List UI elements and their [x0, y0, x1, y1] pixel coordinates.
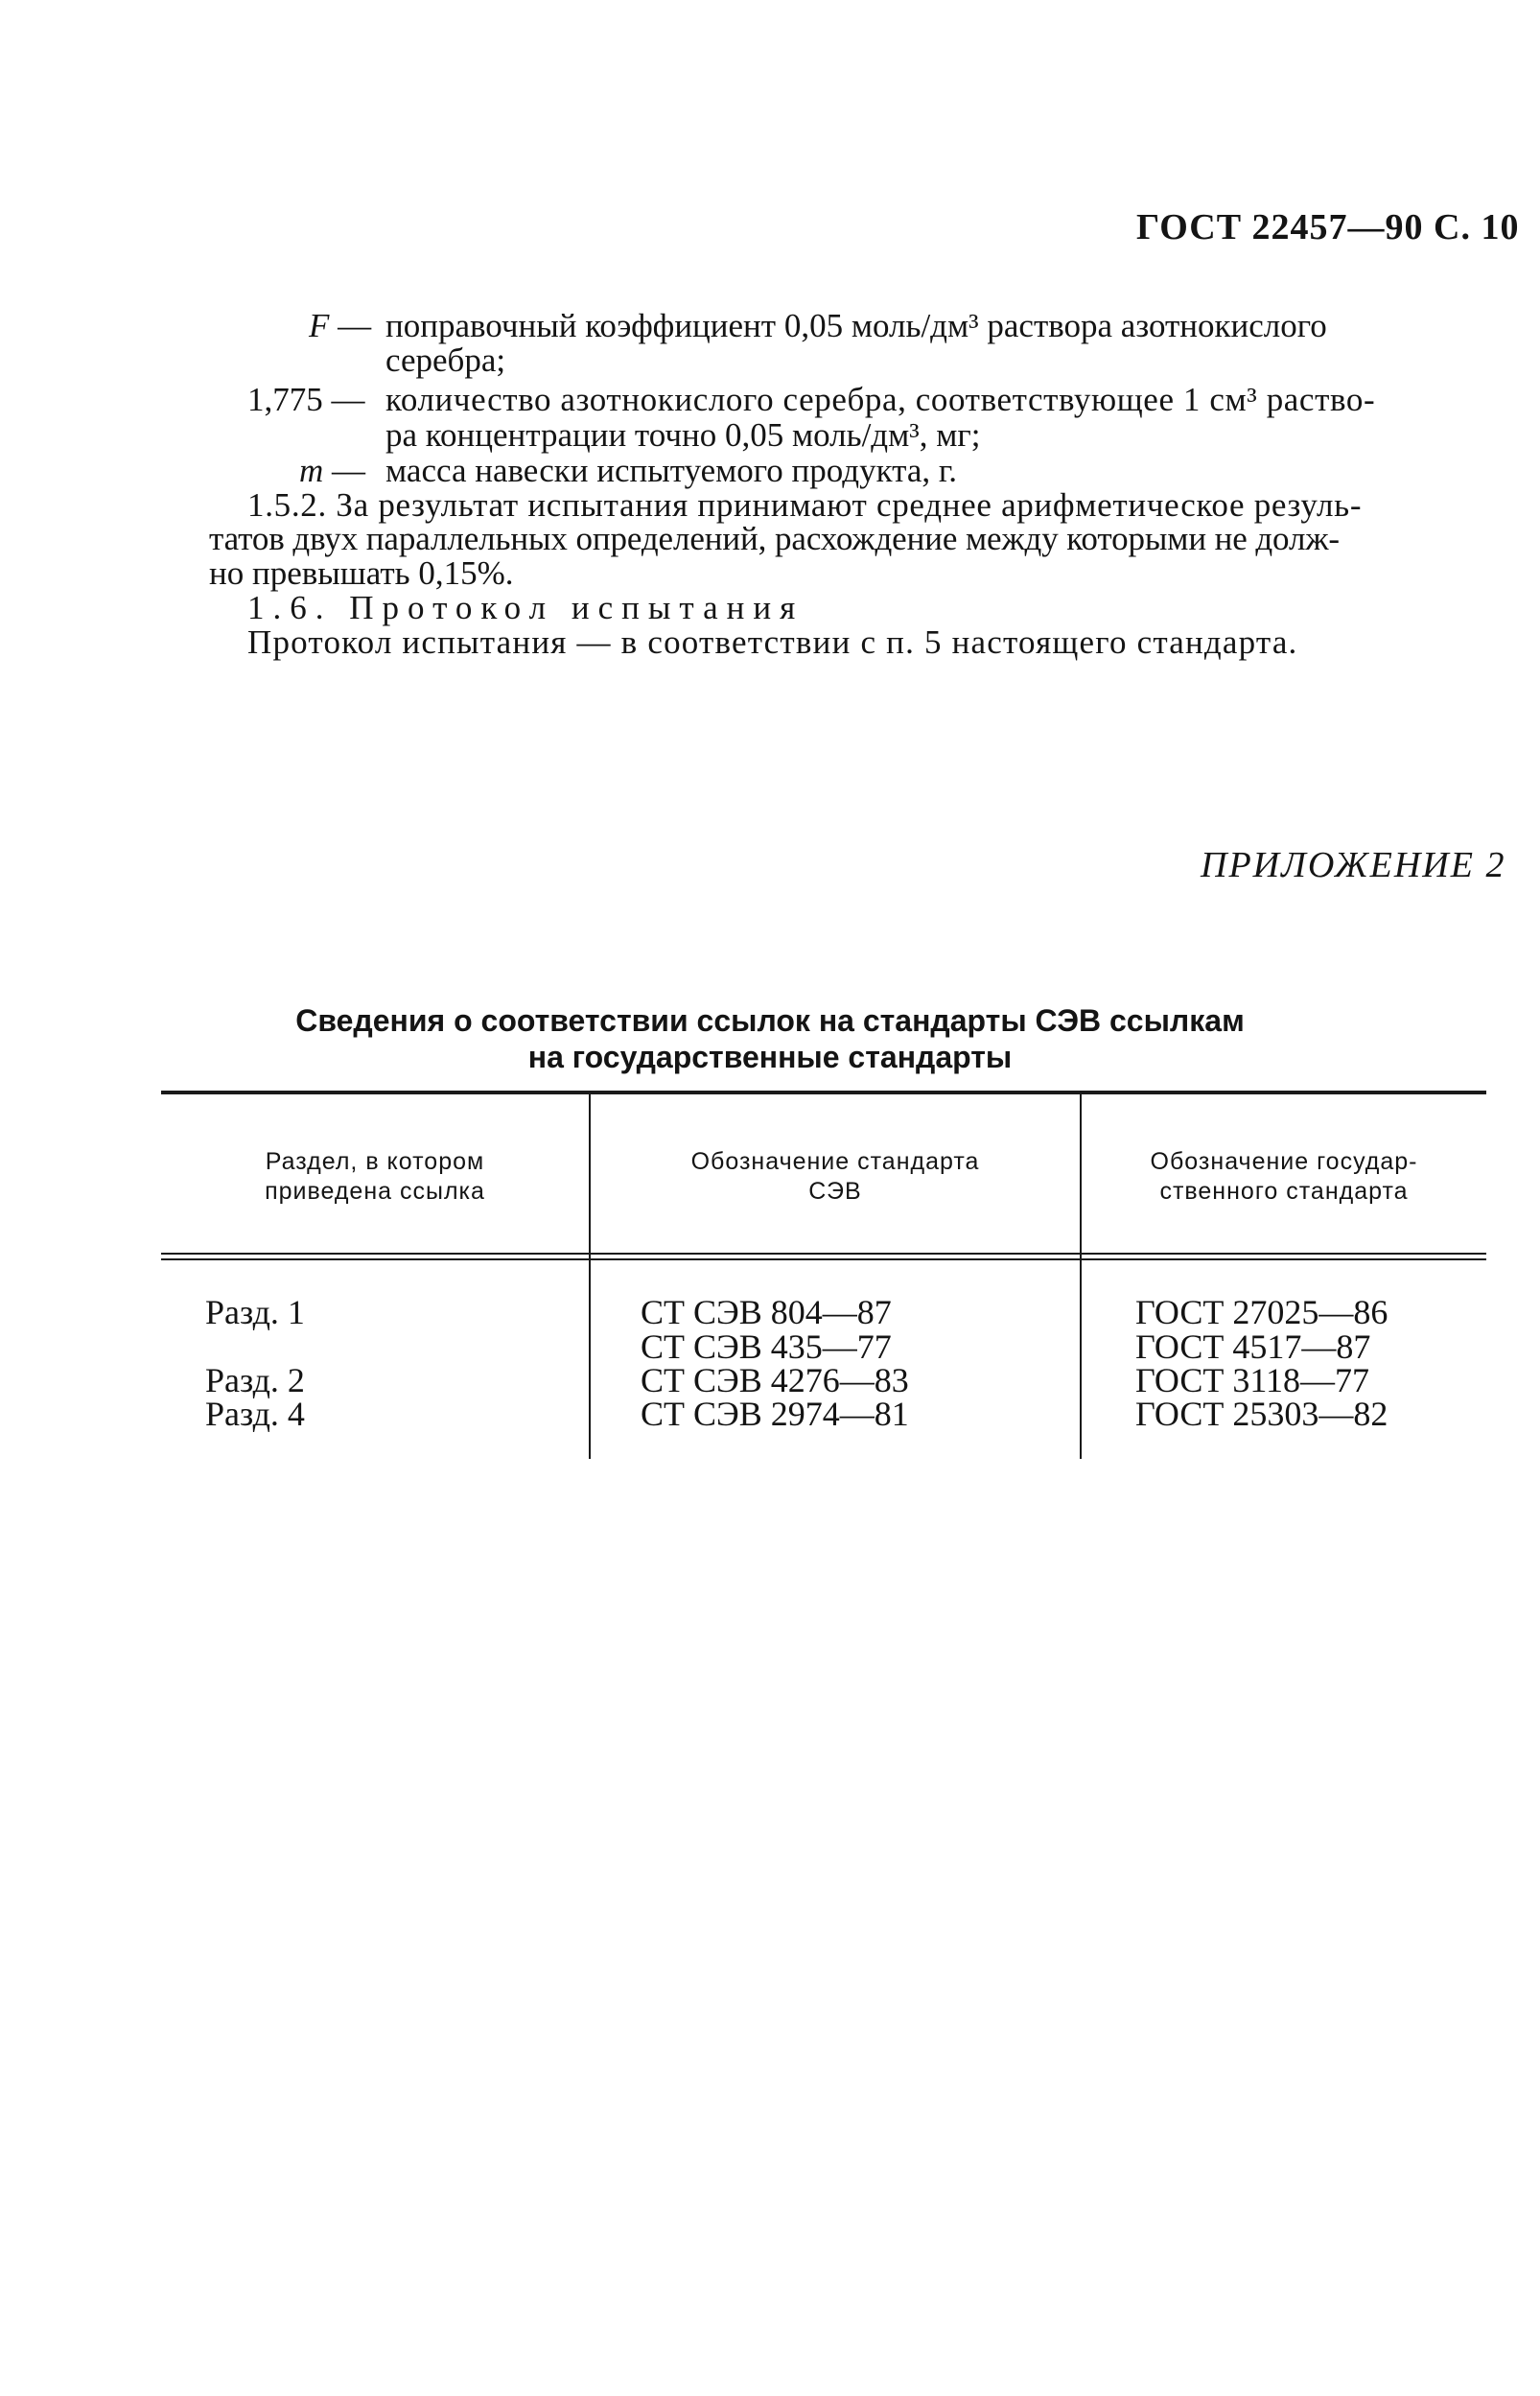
legend-1775-text: количество азотнокислого серебра, соответствующее 1 см³ раство- [385, 381, 1376, 418]
header-line: СЭВ [808, 1178, 862, 1205]
cell-section: Разд. 2 [205, 1361, 305, 1399]
cell-section: Разд. 1 [205, 1293, 305, 1331]
header-line: Раздел, в котором [265, 1148, 485, 1175]
table-header-sev [591, 1147, 1080, 1207]
p152-line3: но превышать 0,15%. [209, 554, 514, 592]
legend-symbol: F [309, 307, 330, 344]
table-header-section [161, 1147, 589, 1207]
legend-symbol: 1,775 [247, 381, 323, 418]
table-title-line2: на государственные стандарты [527, 1040, 1013, 1074]
table-header-rule-b [161, 1258, 1486, 1260]
cell-sev: СТ СЭВ 804—87 [641, 1293, 892, 1331]
table-header-rule-a [161, 1253, 1486, 1255]
cell-section: Разд. 4 [205, 1395, 305, 1433]
cell-gost: ГОСТ 3118—77 [1135, 1361, 1370, 1399]
cell-sev: СТ СЭВ 2974—81 [641, 1395, 909, 1433]
legend-dash: — [331, 381, 365, 418]
header-line: Обозначение государ- [1150, 1148, 1418, 1175]
p152-line2: татов двух параллельных определений, расхождение между которыми не долж- [209, 520, 1340, 557]
legend-text: поправочный коэффициент 0,05 моль/дм³ раствора азотнокислого [385, 307, 1327, 344]
legend-dash: — [338, 307, 372, 344]
table-header-gost [1082, 1147, 1486, 1207]
legend-m-text: масса навески испытуемого продукта, г. [385, 452, 958, 489]
table-top-rule [161, 1091, 1486, 1094]
table-title-line1: Сведения о соответствии ссылок на стандарты СЭВ ссылкам [295, 1003, 1245, 1038]
cell-sev: СТ СЭВ 435—77 [641, 1327, 892, 1366]
page-header: ГОСТ 22457—90 С. 10 [1136, 207, 1520, 247]
cell-sev: СТ СЭВ 4276—83 [641, 1361, 909, 1399]
header-line: Обозначение стандарта [690, 1148, 980, 1175]
legend-f-text [385, 307, 1513, 345]
cell-gost: ГОСТ 4517—87 [1135, 1327, 1371, 1366]
legend-1775-cont: ра концентрации точно 0,05 моль/дм³, мг; [385, 416, 981, 454]
p16-heading: 1.6. Протокол испытания [247, 589, 805, 626]
appendix-label: ПРИЛОЖЕНИЕ 2 [1201, 845, 1506, 885]
legend-1775 [247, 381, 365, 419]
p16-text: Протокол испытания — в соответствии с п. 5 настоящего стандарта. [247, 623, 1298, 661]
legend-f [309, 307, 371, 345]
cell-gost: ГОСТ 25303—82 [1135, 1395, 1388, 1433]
header-line: приведена ссылка [265, 1178, 485, 1205]
legend-m [299, 452, 365, 490]
p152-line1: 1.5.2. За результат испытания принимают среднее арифметическое резуль- [247, 486, 1363, 524]
legend-dash: — [332, 452, 366, 489]
legend-symbol: m [299, 452, 324, 489]
cell-gost: ГОСТ 27025—86 [1135, 1293, 1388, 1331]
legend-f-cont: серебра; [385, 341, 506, 379]
header-line: ственного стандарта [1159, 1178, 1409, 1205]
